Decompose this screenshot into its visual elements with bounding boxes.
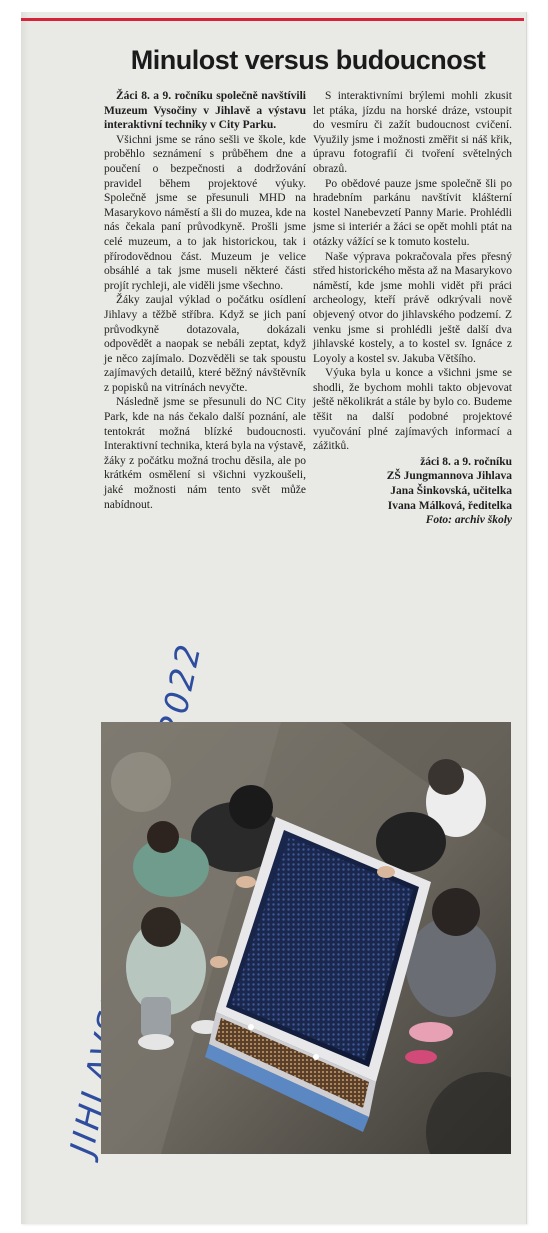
article-paragraph: Žáky zaujal výklad o počátku osídlení Jihlavy a těžbě stříbra. Když se jich paní průvodkyně dotazovala, dokázali odpovědět a naopak se nebáli zeptat, když je něco zajímalo. Dozvěděli se tak spoustu zajímavých detailů, které běžný návštěvník z popisků na vitrínách nevyčte. [104, 294, 306, 394]
signature-principal: Ivana Málková, ředitelka [387, 499, 512, 512]
photo-illustration [101, 722, 511, 1154]
article-paragraph: Výuka byla u konce a všichni jsme se shodli, že bychom mohli takto objevovat ještě několikrát a stále by bylo co. Budeme těšit na další podobné projektové vyučování plné zajímavých informací a zážitků. [313, 367, 512, 453]
signature-teacher: Jana Šinkovská, učitelka [390, 485, 512, 498]
article-paragraph: Po obědové pauze jsme společně šli po hradebním parkánu navštívit klášterní kostel Nanebevzetí Panny Marie. Prohlédli jsme si interiér a žáci se opět mohli ptát na otázky vážící se k tomuto kostelu. [313, 177, 512, 248]
signature-authors: žáci 8. a 9. ročníku [420, 455, 512, 468]
article-paragraph: S interaktivními brýlemi mohli zkusit let ptáka, jízdu na horské dráze, vstoupit do vesmíru či zažít budoucnost cvičení. Využily jsme i možnosti změřit si náš křik, úpravu fotografií či tvoření světelných obrazů. [313, 90, 512, 175]
article-paragraph: Naše výprava pokračovala přes přesný střed historického města až na Masarykovo náměstí, kde jsme mohli vidět při práci archeology, kteří právě odkrývali nově objevený otvor do jihlavského podzemí. Z venku jsme si prohlédli ještě další dva jihlavské kostely, a to kostel sv. Ignáce z Loyoly a kostel sv. Jakuba Většího. [313, 250, 512, 365]
article-lead-paragraph: Žáci 8. a 9. ročníku společně navštívili Muzeum Vysočiny v Jihlavě a výstavu interaktivní techniky v City Parku. [104, 90, 306, 132]
photo-credit: Foto: archiv školy [425, 514, 512, 527]
article-photo [101, 722, 511, 1154]
article-column-left [104, 89, 306, 512]
article-paragraph: Všichni jsme se ráno sešli ve škole, kde proběhlo seznámení s průběhem dne a poučení o bezpečnosti a dodržování pravidel během projektové výuky. Společně jsme se přesunuli MHD na Masarykovo náměstí a šli do muzea, kde na nás čekala paní průvodkyně. Prošli jsme celé muzeum, a to jak historickou, tak i přírodovědnou část. Muzeum je velice obsáhlé a tak jsme museli některé části projít rychleji, ale viděli jsme všechno. [104, 133, 306, 292]
article-headline: Minulost versus budoucnost [130, 45, 486, 75]
article-paragraph: Následně jsme se přesunuli do NC City Park, kde na nás čekalo další poznání, ale tentokrát možná blízké budoucnosti. Interaktivní technika, která byla na výstavě, žáky z počátku možná trochu děsila, ale po krátkém osmělení si všichni vyzkoušeli, jaké možnosti nám tento svět může nabídnout. [104, 396, 306, 511]
article-column-right [313, 89, 512, 528]
paper-edge-shadow [21, 12, 29, 1224]
article-signature [313, 455, 512, 528]
red-top-rule [21, 18, 524, 21]
signature-school: ZŠ Jungmannova Jihlava [386, 470, 512, 483]
